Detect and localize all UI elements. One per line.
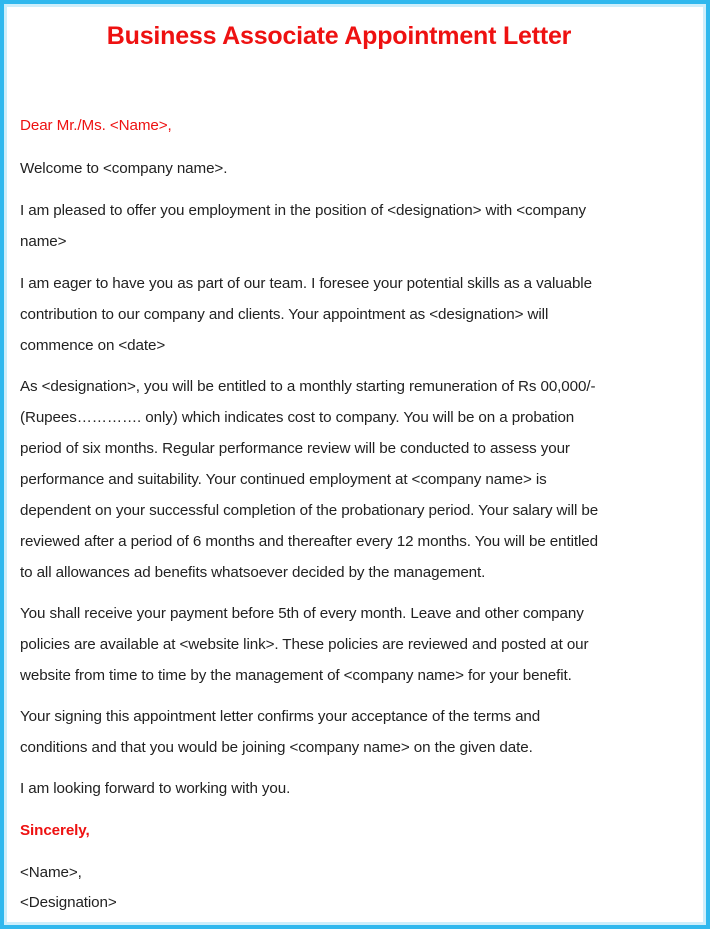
paragraph-remuneration-line: As <designation>, you will be entitled to a monthly starting remuneration of Rs 00,000/- xyxy=(20,378,596,395)
closing: Sincerely, xyxy=(20,822,90,839)
signature-designation: <Designation> xyxy=(20,894,117,911)
paragraph-closing-line: I am looking forward to working with you. xyxy=(20,780,291,797)
paragraph-acceptance-line: conditions and that you would be joining <company name> on the given date. xyxy=(20,739,533,756)
paragraph-remuneration-line: period of six months. Regular performance review will be conducted to assess your xyxy=(20,440,570,457)
paragraph-offer-line: I am pleased to offer you employment in the position of <designation> with <company xyxy=(20,202,586,219)
paragraph-welcome-line: Welcome to <company name>. xyxy=(20,160,228,177)
paragraph-eager-line: contribution to our company and clients. Your appointment as <designation> will xyxy=(20,306,549,323)
letter-title: Business Associate Appointment Letter xyxy=(106,22,572,50)
paragraph-remuneration-line: dependent on your successful completion of the probationary period. Your salary will be xyxy=(20,502,599,519)
paragraph-payment-line: You shall receive your payment before 5th of every month. Leave and other company xyxy=(20,605,584,622)
paragraph-remuneration-line: reviewed after a period of 6 months and thereafter every 12 months. You will be entitled xyxy=(20,533,598,550)
paragraph-offer-line: name> xyxy=(20,233,67,250)
paragraph-payment-line: policies are available at <website link>. These policies are reviewed and posted at our xyxy=(20,636,589,653)
signature-name: <Name>, xyxy=(20,864,82,881)
salutation: Dear Mr./Ms. <Name>, xyxy=(20,117,172,134)
paragraph-remuneration-line: to all allowances ad benefits whatsoever decided by the management. xyxy=(20,564,486,581)
paragraph-eager-line: I am eager to have you as part of our team. I foresee your potential skills as a valuable xyxy=(20,275,592,292)
paragraph-remuneration-line: performance and suitability. Your continued employment at <company name> is xyxy=(20,471,547,488)
paragraph-remuneration-line: (Rupees…………. only) which indicates cost to company. You will be on a probation xyxy=(20,409,575,426)
paragraph-eager-line: commence on <date> xyxy=(20,337,166,354)
paragraph-acceptance-line: Your signing this appointment letter confirms your acceptance of the terms and xyxy=(20,708,541,725)
paragraph-payment-line: website from time to time by the management of <company name> for your benefit. xyxy=(20,667,572,684)
